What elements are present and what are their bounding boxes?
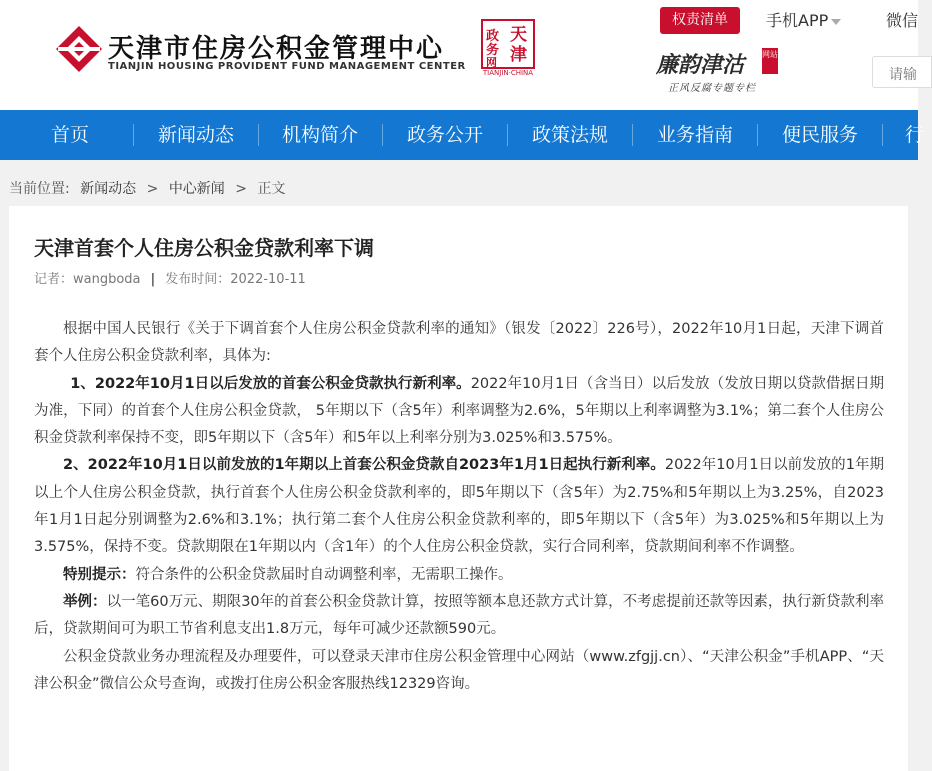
seal-caption: TIANJIN·CHINA [482, 69, 534, 77]
svg-text:网: 网 [486, 56, 497, 69]
hpf-logo-icon [54, 24, 104, 74]
svg-text:政: 政 [486, 29, 500, 44]
nav-divider [882, 124, 883, 146]
paragraph-text: 2022年10月1日以前发放的1年期以上个人住房公积金贷款，执行首套个人住房公积金贷款利率的，即5年期以下（含5年）为2.75%和5年期以上为3.25%，自2023年1月1日起分别调整为2.6%和3.1%；执行第二套个人住房公积金贷款利率的，即5年期以下（含5年）为3.025%和5年期以上为3.575%，保持不变。贷款期限在1年期以内（含1年）的个人住房公积金贷款，实行合同利率，贷款期间利率不作调整。 [34, 457, 884, 556]
nav-divider [757, 124, 758, 146]
nav-divider [133, 124, 134, 146]
article-date: 发布时间：2022-10-11 [165, 272, 306, 287]
paragraph-heading: 2、2022年10月1日以前发放的1年期以上首套公积金贷款自2023年1月1日起执行新利率。 [63, 457, 665, 474]
svg-text:务: 务 [486, 43, 500, 58]
nav-divider [258, 124, 259, 146]
nav-guide[interactable]: 业务指南 [656, 124, 733, 146]
mobile-app-label: 手机APP [766, 11, 829, 30]
paragraph-text: 2022年10月1日（含当日）以后发放（发放日期以贷款借据日期为准，下同）的首套个人住房公积金贷款， 5年期以下（含5年）利率调整为2.6%，5年期以上利率调整为3.1%；第二套个人住房公积金贷款利率保持不变，即5年期以下（含5年）和5年以上利率分别为3.025%和3.575%。 [34, 375, 884, 447]
article-paragraph [34, 371, 884, 453]
nav-gov-affairs[interactable]: 政务公开 [406, 124, 483, 146]
mobile-app-menu[interactable] [766, 8, 841, 31]
article-paragraph: 根据中国人民银行《关于下调首套个人住房公积金贷款利率的通知》（银发〔2022〕226号），2022年10月1日起，天津下调首套个人住房公积金贷款利率，具体为: [34, 321, 884, 365]
article-author: 记者：wangboda [34, 272, 141, 287]
nav-news[interactable]: 新闻动态 [157, 124, 234, 146]
article-panel [9, 206, 908, 771]
breadcrumb-prefix: 当前位置: [9, 181, 70, 197]
lianyun-jingu-logo[interactable]: 廉韵津沽 [656, 52, 745, 78]
nav-about[interactable]: 机构简介 [281, 124, 358, 146]
nav-home[interactable]: 首页 [50, 124, 89, 146]
nav-divider [632, 124, 633, 146]
nav-policy[interactable]: 政策法规 [531, 124, 608, 146]
nav-more[interactable]: 行 [905, 124, 925, 146]
lianyun-subtitle: 正风反腐专题专栏 [668, 83, 756, 94]
paragraph-heading: 举例： [63, 593, 107, 610]
article-paragraph [34, 589, 884, 644]
paragraph-text: 符合条件的公积金贷款届时自动调整利率，无需职工操作。 [135, 566, 513, 583]
power-list-button[interactable]: 权责清单 [660, 7, 740, 34]
chevron-down-icon [831, 19, 841, 25]
lianyun-site-badge: 网站 [762, 48, 778, 74]
paragraph-heading: 特别提示： [63, 566, 136, 583]
nav-divider [382, 124, 383, 146]
breadcrumb-separator: > [235, 181, 247, 197]
site-logo-title[interactable]: 天津市住房公积金管理中心 [108, 34, 445, 64]
svg-text:津: 津 [510, 45, 527, 65]
paragraph-text: 以一笔60万元、期限30年的首套公积金贷款计算，按照等额本息还款方式计算，不考虑提前还款等因素，执行新贷款利率后，贷款期间可为职工节省利息支出1.8万元，每年可减少还款额590元。 [34, 593, 884, 638]
nav-service[interactable]: 便民服务 [781, 124, 858, 146]
main-nav [0, 110, 925, 160]
paragraph-heading: 1、2022年10月1日以后发放的首套公积金贷款执行新利率。 [70, 375, 471, 392]
wechat-link[interactable]: 微信 [886, 11, 919, 30]
article-meta [34, 268, 306, 287]
site-header [0, 0, 918, 110]
article-title: 天津首套个人住房公积金贷款利率下调 [34, 236, 374, 260]
article-paragraph: 公积金贷款业务办理流程及办理要件，可以登录天津市住房公积金管理中心网站（www.zfgjj.cn）、“天津公积金”手机APP、“天津公积金”微信公众号查询，或拨打住房公积金客服热线12329咨询。 [34, 648, 884, 692]
article-paragraph [34, 452, 884, 561]
breadcrumb-news[interactable]: 新闻动态 [80, 181, 137, 197]
breadcrumb-separator: > [146, 181, 159, 197]
meta-divider: | [150, 272, 156, 287]
breadcrumb [9, 178, 291, 198]
svg-text:天: 天 [510, 25, 527, 45]
site-logo-subtitle: TIANJIN HOUSING PROVIDENT FUND MANAGEMENT CENTER [108, 61, 466, 72]
breadcrumb-current: 正文 [257, 181, 286, 197]
search-input[interactable] [872, 56, 932, 88]
breadcrumb-center-news[interactable]: 中心新闻 [168, 181, 225, 197]
article-paragraph [34, 562, 884, 589]
article-body [34, 316, 884, 698]
nav-divider [507, 124, 508, 146]
